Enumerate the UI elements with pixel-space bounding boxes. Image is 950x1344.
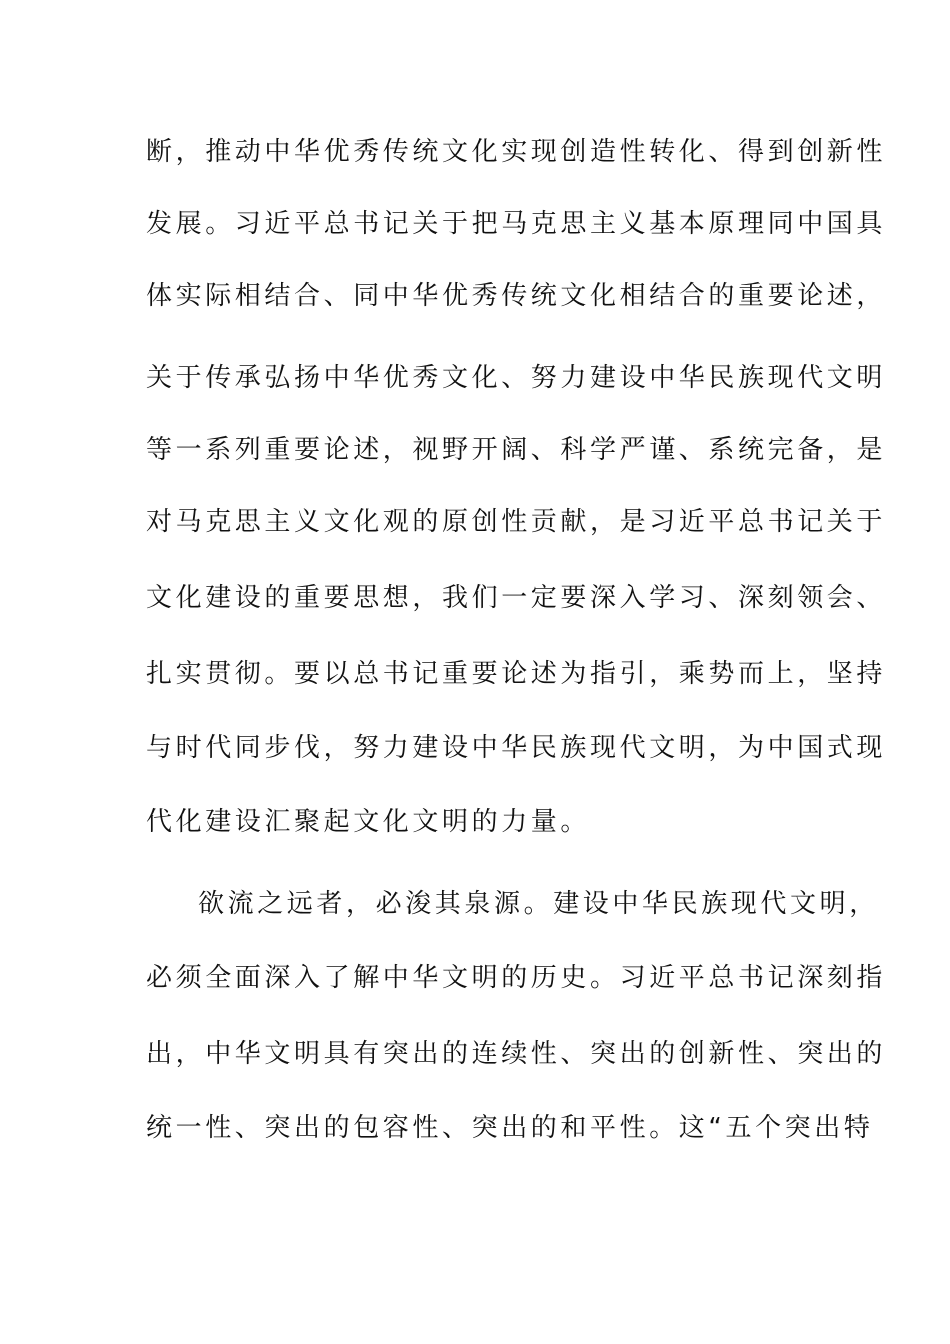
text-line: 文化建设的重要思想，我们一定要深入学习、深刻领会、 (146, 583, 887, 613)
text-line: 体实际相结合、同中华优秀传统文化相结合的重要论述， (146, 281, 887, 311)
text-line: 发展。习近平总书记关于把马克思主义基本原理同中国具 (146, 209, 887, 239)
text-line: 代化建设汇聚起文化文明的力量。 (146, 807, 591, 837)
text-line: 等一系列重要论述，视野开阔、科学严谨、系统完备，是 (146, 435, 887, 465)
text-line: 关于传承弘扬中华优秀文化、努力建设中华民族现代文明 (146, 363, 887, 393)
text-line: 与时代同步伐，努力建设中华民族现代文明，为中国式现 (146, 733, 887, 763)
text-line: 对马克思主义文化观的原创性贡献，是习近平总书记关于 (146, 507, 887, 537)
text-line: 统一性、突出的包容性、突出的和平性。这“五个突出特 (146, 1113, 874, 1143)
text-line: 断，推动中华优秀传统文化实现创造性转化、得到创新性 (146, 137, 887, 167)
text-line: 出，中华文明具有突出的连续性、突出的创新性、突出的 (146, 1039, 887, 1069)
text-line: 必须全面深入了解中华文明的历史。习近平总书记深刻指 (146, 963, 887, 993)
text-line: 扎实贯彻。要以总书记重要论述为指引，乘势而上，坚持 (146, 659, 887, 689)
paragraph-first-line: 欲流之远者，必浚其泉源。建设中华民族现代文明， (198, 889, 879, 919)
